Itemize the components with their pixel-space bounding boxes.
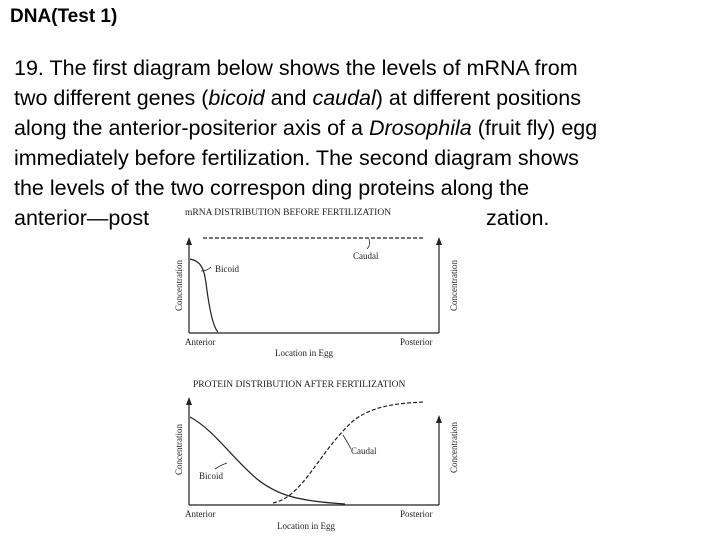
mrna-diagram-title: mRNA DISTRIBUTION BEFORE FERTILIZATION — [185, 208, 392, 218]
mrna-diagram — [174, 208, 459, 358]
question-line-1 — [14, 53, 714, 83]
protein-caudal-label: Caudal — [351, 446, 377, 456]
concentration-diagrams — [173, 203, 473, 536]
protein-caudal-curve — [273, 402, 425, 503]
question-line-2-part-b: and — [264, 86, 313, 110]
mrna-caudal-leader — [367, 239, 370, 249]
document-title: DNA(Test 1) — [10, 6, 118, 27]
mrna-y-axis-arrow-icon — [186, 237, 192, 245]
question-line-3 — [14, 113, 714, 143]
question-line-2-part-a: two different genes ( — [14, 86, 209, 110]
mrna-caudal-label: Caudal — [353, 251, 379, 261]
mrna-y-label-left: Concentration — [174, 260, 184, 311]
gene-name-caudal: caudal — [312, 86, 376, 110]
protein-bicoid-leader — [215, 463, 227, 469]
protein-x-label-posterior: Posterior — [400, 509, 433, 519]
question-line-4: immediately before fertilization. The second diagram shows — [14, 146, 579, 170]
question-line-5: the levels of the two correspon ding proteins along the — [14, 176, 530, 200]
question-line-3-part-b: (fruit fly) egg — [471, 116, 598, 140]
mrna-bicoid-label: Bicoid — [215, 264, 239, 274]
question-line-6-part-b: zation. — [486, 206, 550, 230]
mrna-x-label-anterior: Anterior — [185, 337, 216, 347]
gene-name-bicoid: bicoid — [208, 86, 265, 110]
mrna-x-axis-title: Location in Egg — [275, 348, 333, 358]
protein-right-axis-arrow-icon — [436, 415, 442, 423]
protein-bicoid-label: Bicoid — [199, 471, 223, 481]
question-line-6-part-a: anterior—post — [14, 206, 150, 230]
protein-x-axis-title: Location in Egg — [277, 521, 335, 531]
question-line-1-part-a: 19. The first diagram below shows the levels of m — [14, 56, 485, 80]
question-line-1-part-b: RNA from — [484, 56, 578, 80]
protein-caudal-leader — [343, 435, 351, 449]
mrna-x-label-posterior: Posterior — [400, 337, 433, 347]
protein-y-axis-arrow-icon — [186, 397, 192, 405]
mrna-right-axis-arrow-icon — [436, 237, 442, 245]
protein-x-label-anterior: Anterior — [185, 509, 216, 519]
question-line-2-part-c: ) at different positions — [375, 86, 581, 110]
species-name: Drosophila — [368, 116, 472, 140]
mrna-bicoid-curve — [190, 259, 218, 332]
protein-diagram-title: PROTEIN DISTRIBUTION AFTER FERTILIZATION — [193, 380, 406, 390]
question-line-2 — [14, 83, 714, 113]
question-line-3-part-a: along the anterior-positerior axis of a — [14, 116, 369, 140]
protein-y-label-left: Concentration — [174, 424, 184, 475]
protein-bicoid-curve — [190, 417, 345, 504]
protein-y-label-right: Concentration — [449, 422, 459, 473]
protein-diagram — [174, 380, 459, 531]
mrna-y-label-right: Concentration — [449, 260, 459, 311]
